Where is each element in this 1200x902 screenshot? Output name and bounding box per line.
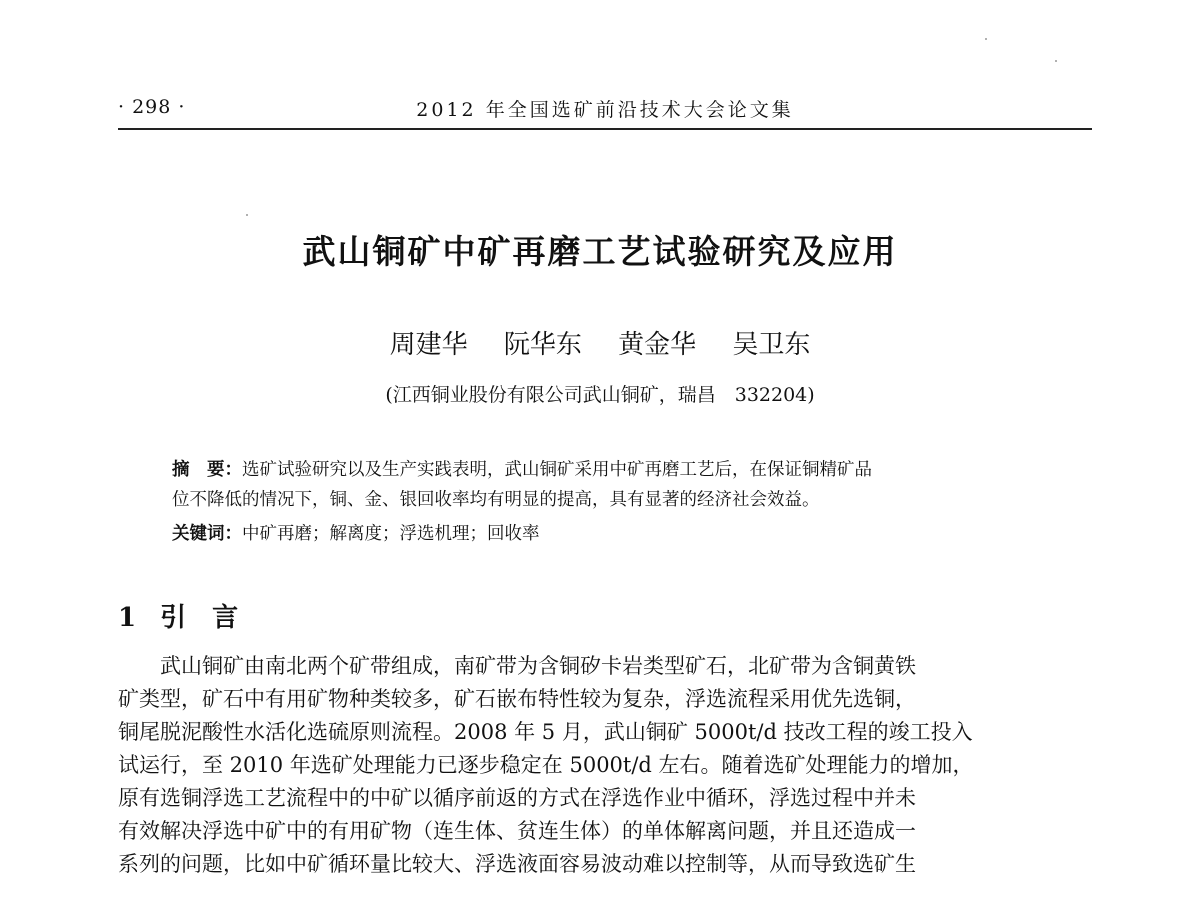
affiliation: (江西铜业股份有限公司武山铜矿，瑞昌 332204) bbox=[385, 384, 815, 406]
author-name: 阮华东 bbox=[503, 330, 582, 360]
section-heading bbox=[118, 597, 264, 634]
keywords bbox=[172, 520, 1042, 545]
author-name: 黄金华 bbox=[618, 330, 697, 360]
body-line: 有效解决浮选中矿中的有用矿物（连生体、贫连生体）的单体解离问题，并且还造成一 bbox=[118, 819, 916, 843]
page-number: · 298 · bbox=[118, 96, 186, 118]
abstract-line: 位不降低的情况下，铜、金、银回收率均有明显的提高，具有显著的经济社会效益。 bbox=[172, 490, 820, 510]
abstract-text: 选矿试验研究以及生产实践表明，武山铜矿采用中矿再磨工艺后，在保证铜精矿品 bbox=[242, 460, 872, 480]
abstract bbox=[172, 455, 1042, 515]
author-name: 周建华 bbox=[389, 330, 468, 360]
keywords-text: 中矿再磨；解离度；浮选机理；回收率 bbox=[242, 524, 540, 544]
body-line: 武山铜矿由南北两个矿带组成，南矿带为含铜矽卡岩类型矿石，北矿带为含铜黄铁 bbox=[160, 654, 916, 678]
page-header bbox=[118, 92, 1092, 126]
author-list bbox=[0, 324, 1200, 361]
scan-speck bbox=[246, 214, 248, 216]
scan-speck bbox=[1055, 60, 1057, 62]
abstract-line bbox=[172, 455, 1042, 485]
body-line: 系列的问题，比如中矿循环量比较大、浮选液面容易波动难以控制等，从而导致选矿生 bbox=[118, 852, 916, 876]
section-title: 引言 bbox=[160, 603, 265, 633]
section-number: 1 bbox=[118, 603, 137, 633]
abstract-label: 摘 要： bbox=[172, 460, 242, 480]
author-name: 吴卫东 bbox=[732, 330, 811, 360]
body-line: 原有选铜浮选工艺流程中的中矿以循序前返的方式在浮选作业中循环，浮选过程中并未 bbox=[118, 786, 916, 810]
keywords-label: 关键词： bbox=[172, 524, 242, 544]
running-head: 2012 年全国选矿前沿技术大会论文集 bbox=[416, 99, 794, 121]
body-line: 试运行，至 2010 年选矿处理能力已逐步稳定在 5000t/d 左右。随着选矿处理能力的增加， bbox=[118, 753, 974, 777]
body-paragraph bbox=[118, 650, 1092, 881]
header-rule bbox=[118, 128, 1092, 130]
paper-title: 武山铜矿中矿再磨工艺试验研究及应用 bbox=[302, 232, 898, 271]
body-line: 铜尾脱泥酸性水活化选硫原则流程。2008 年 5 月，武山铜矿 5000t/d 技改工程的竣工投入 bbox=[118, 720, 973, 744]
body-line: 矿类型，矿石中有用矿物种类较多，矿石嵌布特性较为复杂，浮选流程采用优先选铜， bbox=[118, 687, 916, 711]
scan-speck bbox=[985, 38, 987, 40]
